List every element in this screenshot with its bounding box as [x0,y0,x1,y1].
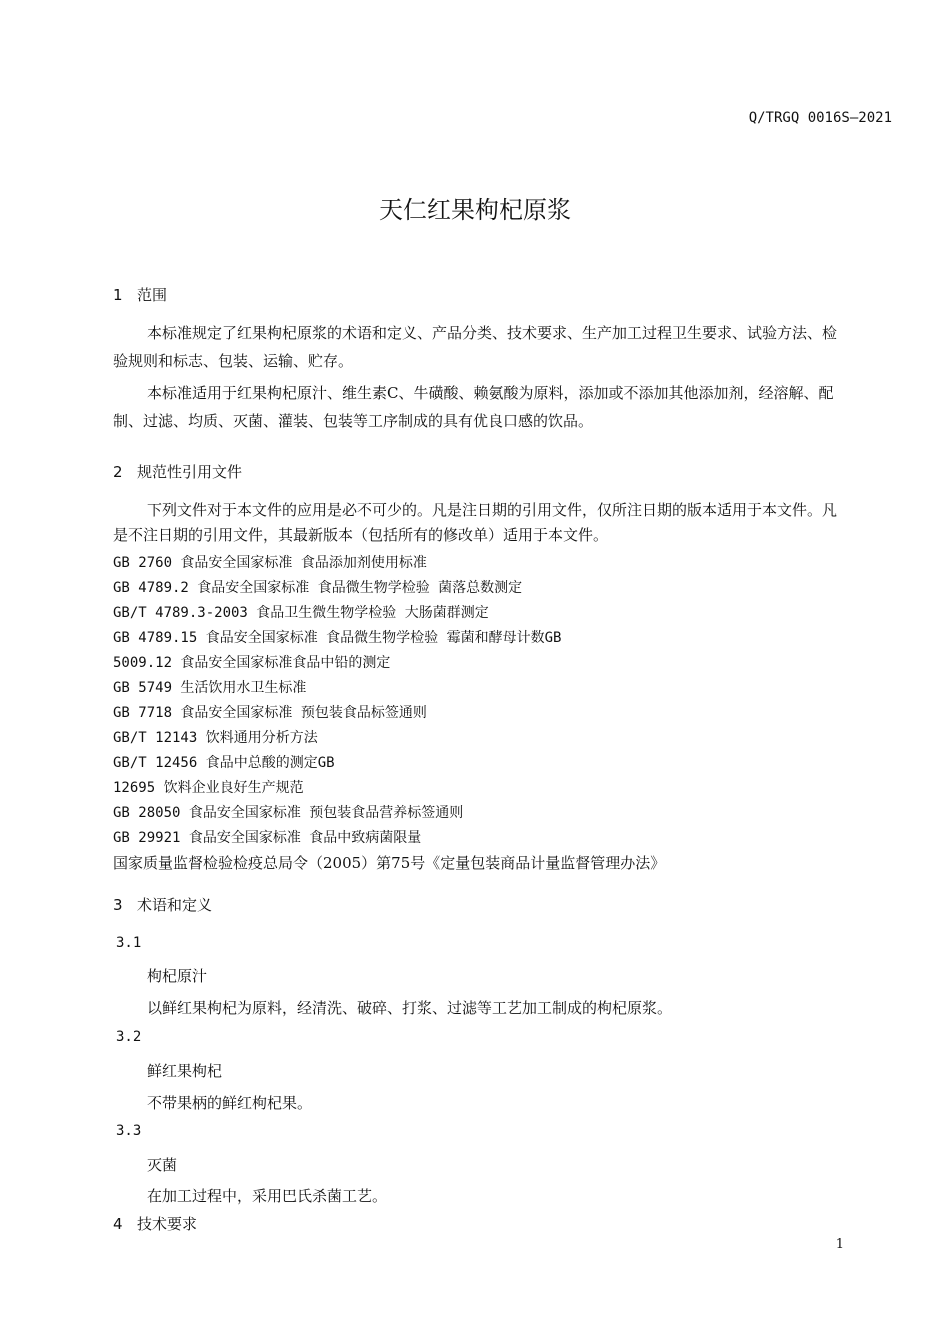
section-number: 4 [113,1215,123,1233]
reference-item: GB 4789.2 食品安全国家标准 食品微生物学检验 菌落总数测定 [113,580,523,596]
term-name: 灭菌 [147,1156,178,1174]
section-3-heading [113,894,212,915]
reference-item: GB 28050 食品安全国家标准 预包装食品营养标签通则 [113,805,464,821]
document-title: 天仁红果枸杞原浆 [379,196,571,224]
document-code: Q/TRGQ 0016S—2021 [748,110,892,126]
reference-item: GB 7718 食品安全国家标准 预包装食品标签通则 [113,705,427,721]
term-number: 3.3 [116,1123,142,1139]
section-title: 规范性引用文件 [137,463,243,481]
term-name: 枸杞原汁 [147,967,208,985]
term-definition: 以鲜红果枸杞为原料，经清洗、破碎、打浆、过滤等工艺加工制成的枸杞原浆。 [147,999,673,1017]
section-4-heading [113,1213,197,1234]
term-definition: 在加工过程中，采用巴氏杀菌工艺。 [147,1187,388,1205]
reference-item: GB 4789.15 食品安全国家标准 食品微生物学检验 霉菌和酵母计数GB [113,630,562,646]
section-number: 3 [113,896,123,914]
section-title: 技术要求 [137,1215,198,1233]
section-1-heading [113,284,167,305]
section-1-para-2-line-2: 制、过滤、均质、灭菌、灌装、包装等工序制成的具有优良口感的饮品。 [113,412,594,430]
reference-item: 12695 饮料企业良好生产规范 [113,780,304,796]
term-definition: 不带果柄的鲜红枸杞果。 [147,1094,313,1112]
reference-item: GB 2760 食品安全国家标准 食品添加剂使用标准 [113,555,427,571]
reference-item: GB/T 12143 饮料通用分析方法 [113,730,318,746]
reference-item: GB/T 12456 食品中总酸的测定GB [113,755,335,771]
section-title: 范围 [137,286,168,304]
section-1-para-2-line-1: 本标准适用于红果枸杞原汁、维生素C、牛磺酸、赖氨酸为原料，添加或不添加其他添加剂，经溶解、配 [147,384,834,402]
term-number: 3.1 [116,935,142,951]
section-2-para-line-1: 下列文件对于本文件的应用是必不可少的。凡是注日期的引用文件，仅所注日期的版本适用于本文件。凡 [147,501,838,519]
section-1-para-1-line-1: 本标准规定了红果枸杞原浆的术语和定义、产品分类、技术要求、生产加工过程卫生要求、试验方法、检 [147,324,838,342]
term-name: 鲜红果枸杞 [147,1062,223,1080]
reference-item: GB 29921 食品安全国家标准 食品中致病菌限量 [113,830,422,846]
page-number: 1 [835,1237,844,1252]
reference-item: GB 5749 生活饮用水卫生标准 [113,680,307,696]
section-2-heading [113,461,242,482]
section-1-para-1-line-2: 验规则和标志、包装、运输、贮存。 [113,352,354,370]
section-number: 2 [113,463,123,481]
reference-item: 5009.12 食品安全国家标准食品中铅的测定 [113,655,391,671]
reference-item: GB/T 4789.3-2003 食品卫生微生物学检验 大肠菌群测定 [113,605,489,621]
section-number: 1 [113,286,123,304]
reference-item: 国家质量监督检验检疫总局令（2005）第75号《定量包装商品计量监督管理办法》 [113,854,666,872]
section-2-para-line-2: 是不注日期的引用文件，其最新版本（包括所有的修改单）适用于本文件。 [113,526,609,544]
section-title: 术语和定义 [137,896,213,914]
term-number: 3.2 [116,1029,142,1045]
